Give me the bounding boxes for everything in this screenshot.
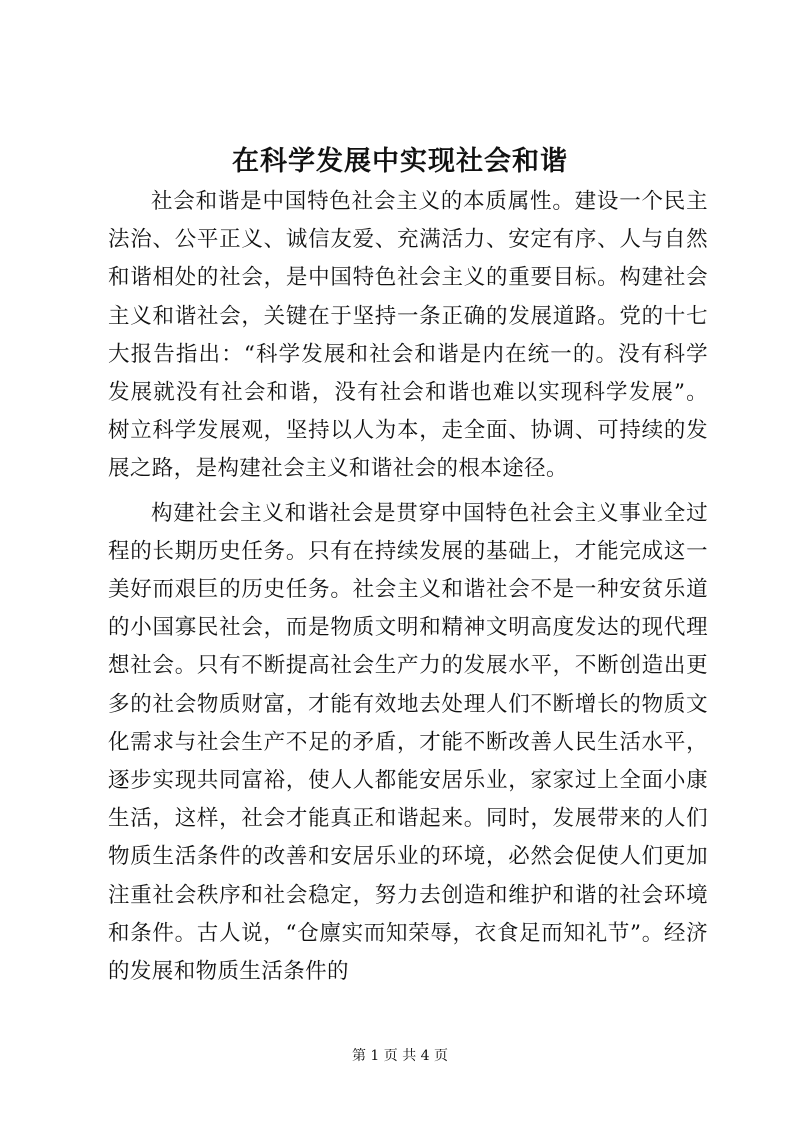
document-body xyxy=(108,183,708,997)
document-title: 在科学发展中实现社会和谐 xyxy=(232,146,568,177)
page-number-footer: 第 1 页 共 4 页 xyxy=(351,1048,449,1064)
paragraph-2: 构建社会主义和谐社会是贯穿中国特色社会主义事业全过程的长期历史任务。只有在持续发展的基础上，才能完成这一美好而艰巨的历史任务。社会主义和谐社会不是一种安贫乐道的小国寡民社会，而是物质文明和精神文明高度发达的现代理想社会。只有不断提高社会生产力的发展水平，不断创造出更多的社会物质财富，才能有效地去处理人们不断增长的物质文化需求与社会生产不足的矛盾，才能不断改善人民生活水平，逐步实现共同富裕，使人人都能安居乐业，家家过上全面小康生活，这样，社会才能真正和谐起来。同时，发展带来的人们物质生活条件的改善和安居乐业的环境，必然会促使人们更加注重社会秩序和社会稳定，努力去创造和维护和谐的社会环境和条件。古人说，“仓廪实而知荣辱，衣食足而知礼节”。经济的发展和物质生活条件的 xyxy=(108,500,708,985)
paragraph-1: 社会和谐是中国特色社会主义的本质属性。建设一个民主法治、公平正义、诚信友爱、充满活力、安定有序、人与自然和谐相处的社会，是中国特色社会主义的重要目标。构建社会主义和谐社会，关键在于坚持一条正确的发展道路。党的十七大报告指出：“科学发展和社会和谐是内在统一的。没有科学发展就没有社会和谐，没有社会和谐也难以实现科学发展”。树立科学发展观，坚持以人为本，走全面、协调、可持续的发展之路，是构建社会主义和谐社会的根本途径。 xyxy=(108,189,708,482)
